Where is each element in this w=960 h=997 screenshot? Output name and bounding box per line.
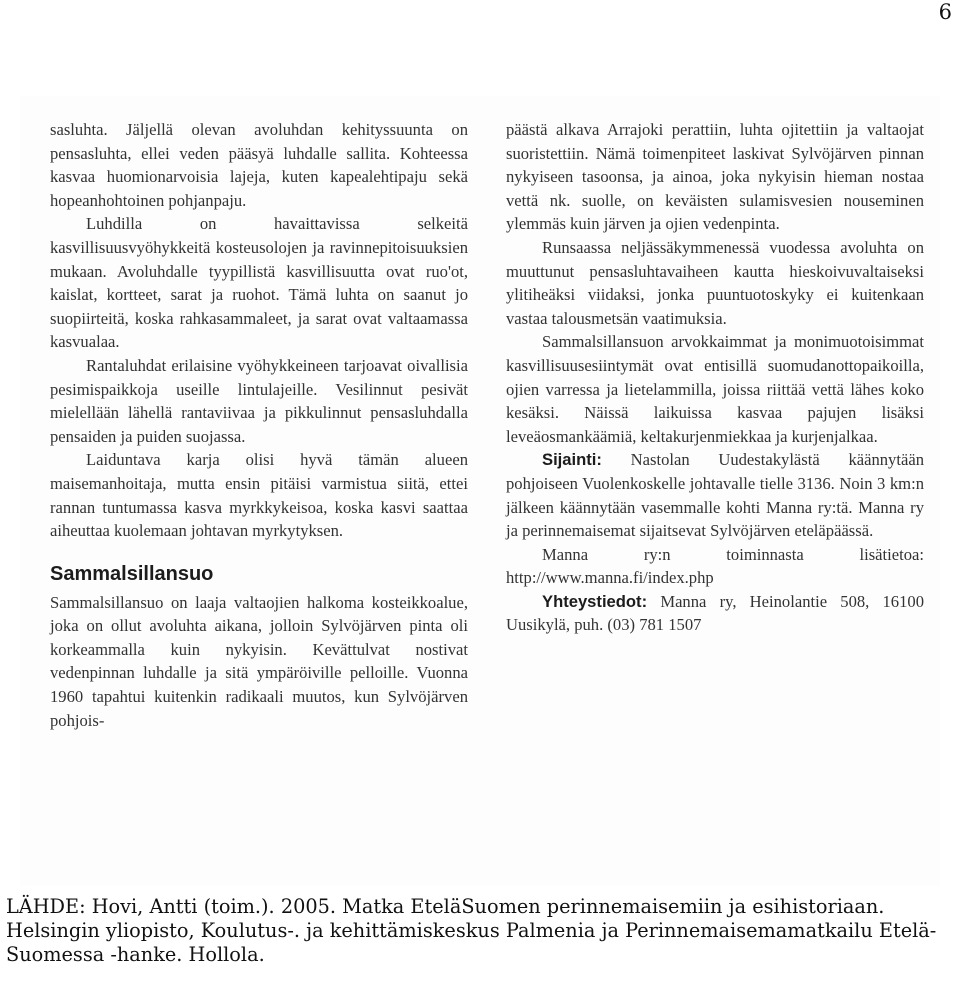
contact-text: Manna ry, Heinolantie 508, 16100 Uusikylä, puh. (03) 781 1507 [506, 591, 924, 635]
left-para-3: Rantaluhdat erilaisine vyöhykkeineen tarjoavat oivallisia pesimispaikkoja useille lintulajeille. Vesilinnut pesivät mielellään lähellä rantaviivaa ja pikkulinnut pensasluhdalla pensaiden ja puiden suojassa. [50, 355, 468, 446]
right-para-2: Runsaassa neljässäkymmenessä vuodessa avoluhta on muuttunut pensasluhtavaiheen kautta hieskoivuvaltaiseksi ylitiheäksi viidaksi, jonka puuntuotoskyky ei kuitenkaan vastaa talousmetsän vaatimuksia. [506, 237, 924, 328]
contact-label: Yhteystiedot: [542, 591, 648, 611]
left-para-1: sasluhta. Jäljellä olevan avoluhdan kehityssuunta on pensasluhta, ellei veden pääsyä luhdalle sallita. Kohteessa kasvaa huomionarvoisia lajeja, kuten kapealehtipaju sekä hopeanhohtoinen pohjanpaju. [50, 120, 468, 210]
location-text: Nastolan Uudestakylästä käännytään pohjoiseen Vuolenkoskelle johtavalle tielle 3136. Noin 3 km:n jälkeen käännytään vasemmalle kohti Manna ry:tä. Manna ry ja perinnemaisemat sijaitsevat Sylvöjärven eteläpäässä. [506, 450, 924, 541]
section-heading: Sammalsillansuo [50, 562, 214, 585]
location-label: Sijainti: [542, 450, 602, 470]
right-column [506, 118, 924, 637]
source-citation: LÄHDE: Hovi, Antti (toim.). 2005. Matka EteläSuomen perinnemaisemiin ja esihistoriaan. Helsingin yliopisto, Koulutus-. ja kehittämiskeskus Palmenia ja Perinnemaisemamatkailu Etelä-Suomessa -hanke. Hollola. [6, 895, 937, 966]
left-column [50, 118, 468, 732]
right-para-3: Sammalsillansuon arvokkaimmat ja monimuotoisimmat kasvillisuusesiintymät ovat entisillä suomudanottopaikoilla, ojien varressa ja lietelammilla, joissa riittää vettä lähes koko kesäksi. Näissä laikuissa kasvaa pajujen lisäksi leveäosmankäämiä, keltakurjenmiekkaa ja kurjenjalkaa. [506, 332, 924, 446]
location-paragraph [506, 448, 924, 542]
left-para-5: Sammalsillansuo on laaja valtaojien halkoma kosteikkoalue, joka on ollut avoluhta aikana, jolloin Sylvöjärven pinta oli korkeammalla kuin nykyisin. Kevättulvat nostivat vedenpinnan luhdalle ja sitä ympäröiville pelloille. Vuonna 1960 tapahtui kuitenkin radikaali muutos, kun Sylvöjärven pohjois- [50, 592, 468, 730]
contact-paragraph [506, 590, 924, 637]
right-para-1: päästä alkava Arrajoki perattiin, luhta ojitettiin ja valtaojat suoristettiin. Nämä toimenpiteet laskivat Sylvöjärven pinnan nykyiseen tasoonsa, ja ainoa, joka nykyisin hieman nostaa vettä nk. suolle, on keväisten sulamisvesien nouseminen ylemmäs kuin järven ja ojien vedenpinta. [506, 120, 924, 234]
page-number: 6 [938, 0, 952, 24]
info-paragraph: Manna ry:n toiminnasta lisätietoa: http://www.manna.fi/index.php [506, 544, 924, 588]
left-para-2: Luhdilla on havaittavissa selkeitä kasvillisuusvyöhykkeitä kosteusolojen ja ravinnepitoisuuksien mukaan. Avoluhdalle tyypillistä kasvillisuutta ovat ruo'ot, kaislat, kortteet, sarat ja ruohot. Tämä luhta on saanut jo suopiirteitä, koska rahkasammaleet, ja sarat ovat valtaamassa kasvualaa. [50, 214, 468, 352]
left-para-4: Laiduntava karja olisi hyvä tämän alueen maisemanhoitaja, mutta ensin pitäisi varmistua siitä, ettei rannan tuntumassa kasva myrkkykeisoa, koska kasvi saattaa aiheuttaa kuolemaan johtavan myrkytyksen. [50, 450, 468, 541]
